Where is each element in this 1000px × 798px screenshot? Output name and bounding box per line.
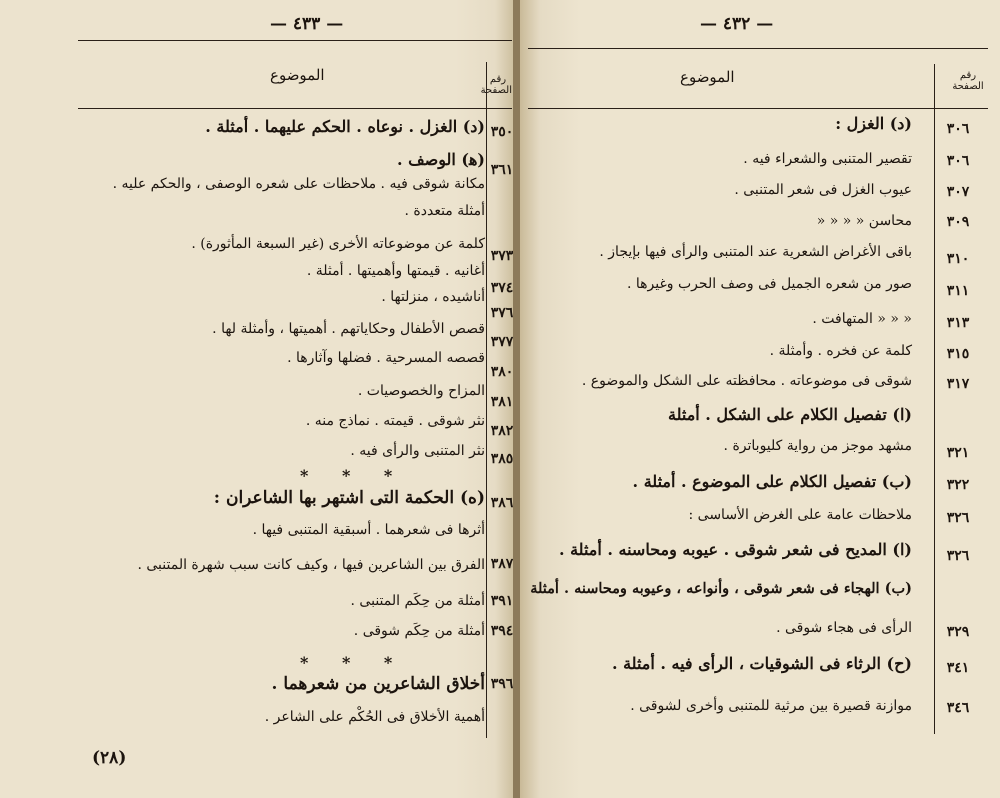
header-rule-bottom [528,108,988,109]
toc-entry: قصصه المسرحية . فضلها وآثارها . [287,350,485,366]
page-ref: ٣٢٢ [946,477,970,493]
page-ref: ٣١٥ [946,346,970,362]
toc-entry: أثرها فى شعرهما . أسبقية المتنبى فيها . [252,522,485,538]
page-ref: ٣٧٧ [490,334,514,350]
toc-entry: الفرق بين الشاعرين فيها ، وكيف كانت سبب شهرة المتنبى . [137,557,485,573]
page-ref: ٣٤٦ [946,700,970,716]
header-rule-top [78,40,512,41]
page-ref: ٣١١ [946,283,970,299]
page-ref: ٣٠٧ [946,184,970,200]
page-ref: ٣٢٦ [946,510,970,526]
header-topic: الموضوع [680,68,735,86]
toc-entry: الرأى فى هجاء شوقى . [776,620,912,636]
page-ref: ٣٠٦ [946,121,970,137]
toc-entry: شوقى فى موضوعاته . محافظته على الشكل والموضوع . [581,373,912,389]
toc-entry: (د) الغزل . نوعاه . الحكم عليهما . أمثلة . [205,117,485,136]
toc-entry: (ب) الهجاء فى شعر شوقى ، وأنواعه ، وعيوبه ومحاسنه . أمثلة [530,580,912,597]
section-separator-stars: * * * [300,466,407,485]
page-ref: ٣٩٤ [490,623,514,639]
toc-entry: (ب) تفصيل الكلام على الموضوع . أمثلة . [632,472,912,491]
page-ref: ٣٨٠ [490,364,514,380]
page-ref: ٣٧٤ [490,280,514,296]
page-ref: ٣٨١ [490,394,514,410]
page-ref: ٣١٠ [946,251,970,267]
page-ref: ٣٠٦ [946,153,970,169]
toc-entry: (د) الغزل : [835,114,912,133]
column-divider [486,62,487,738]
toc-entry: ملاحظات عامة على الغرض الأساسى : [688,507,912,523]
toc-entry: كلمة عن فخره . وأمثلة . [769,343,912,359]
toc-entry: أغانيه . قيمتها وأهميتها . أمثلة . [306,263,485,279]
toc-entry: محاسن « « « « [816,213,912,229]
toc-entry: (ه) الحكمة التى اشتهر بها الشاعران : [213,488,485,508]
page-ref: ٣٢٩ [946,624,970,640]
page-ref: ٣٨٧ [490,556,514,572]
page-ref: ٣٨٦ [490,495,514,511]
page-ref: ٣٢٦ [946,548,970,564]
header-page-col: رقم الصفحة [480,74,512,96]
toc-entry: أناشيده ، منزلتها . [381,289,485,305]
toc-entry: قصص الأطفال وحكاياتهم . أهميتها ، وأمثلة لها . [212,321,485,337]
page-ref: ٣٩١ [490,593,514,609]
page-ref: ٣٦١ [490,162,514,178]
header-rule-top [528,48,988,49]
toc-entry: (ا) المديح فى شعر شوقى . عيوبه ومحاسنه . أمثلة . [558,540,912,559]
header-page-col: رقم الصفحة [952,70,984,92]
page-ref: ٣١٣ [946,315,970,331]
toc-entry: (ح) الرثاء فى الشوقيات ، الرأى فيه . أمثلة . [611,654,912,673]
toc-entry: أمثلة من حِكَم المتنبى . [350,593,485,609]
signature-mark: (٢٨) [92,748,127,768]
page-ref: ٣١٧ [946,376,970,392]
page-number: — ٤٣٣ — [270,14,344,34]
toc-entry: أمثلة من حِكَم شوقى . [353,623,485,639]
toc-entry: مشهد موجز من رواية كليوباترة . [723,438,912,454]
toc-entry: (ﻫ) الوصف . [396,150,485,169]
column-divider [934,64,935,734]
toc-entry: كلمة عن موضوعاته الأخرى (غير السبعة المأثورة) . [191,236,485,252]
header-rule-bottom [78,108,512,109]
toc-entry: عيوب الغزل فى شعر المتنبى . [734,182,912,198]
right-page [520,0,1000,798]
toc-entry: « « « المتهافت . [812,311,912,327]
page-ref: ٣٧٣ [490,248,514,264]
section-separator-stars: * * * [300,653,407,672]
page-ref: ٣٧٦ [490,305,514,321]
page-ref: ٣٨٢ [490,423,514,439]
page-number: — ٤٣٢ — [700,14,774,34]
toc-entry: أخلاق الشاعرين من شعرهما . [271,674,485,694]
toc-entry: مكانة شوقى فيه . ملاحظات على شعره الوصفى ، والحكم عليه . [112,176,485,192]
toc-entry: موازنة قصيرة بين مرثية للمتنبى وأخرى لشوقى . [630,698,912,714]
toc-entry: تقصير المتنبى والشعراء فيه . [743,151,912,167]
page-ref: ٣٤١ [946,660,970,676]
toc-entry: أهمية الأخلاق فى الحُكْم على الشاعر . [264,709,485,725]
page-ref: ٣٩٦ [490,676,514,692]
page-ref: ٣٥٠ [490,124,514,140]
toc-entry: نثر المتنبى والرأى فيه . [350,443,485,459]
toc-entry: نثر شوقى . قيمته . نماذج منه . [305,413,485,429]
toc-entry: (ا) تفصيل الكلام على الشكل . أمثلة [668,405,912,424]
toc-entry: باقى الأغراض الشعرية عند المتنبى والرأى فيها بإيجاز . [599,244,912,260]
toc-entry: المزاح والخصوصيات . [357,383,485,399]
page-ref: ٣٨٥ [490,451,514,467]
header-topic: الموضوع [270,66,325,84]
toc-entry: أمثلة متعددة . [404,203,485,219]
page-ref: ٣٠٩ [946,214,970,230]
toc-entry: صور من شعره الجميل فى وصف الحرب وغيرها . [626,276,912,292]
page-ref: ٣٢١ [946,445,970,461]
